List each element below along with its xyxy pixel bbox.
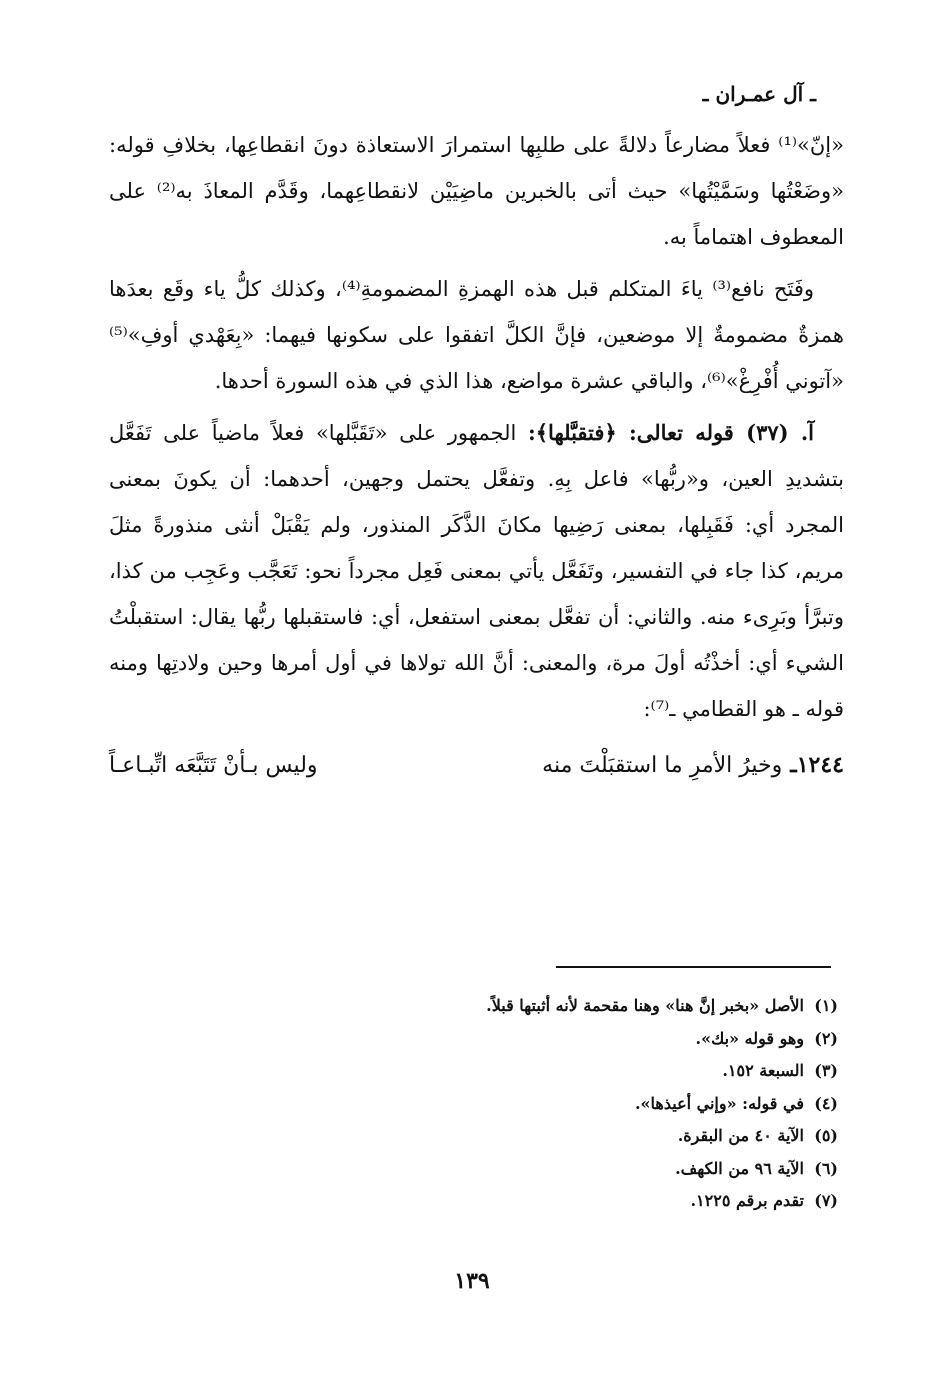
verse-reference: آ. (٣٧) قوله تعالى: ﴿فتقبَّلها﴾:	[528, 420, 814, 445]
footnote-text: وهو قوله «بك».	[695, 1028, 804, 1048]
footnote-number: (٧)	[814, 1191, 838, 1210]
verse-commentary-text: الجمهور على «تَقَبَّلها» فعلاً ماضياً على تَفَعَّل بتشديدِ العين، و«ربُّها» فاعل بِهِ. وتفعَّل يحتمل وجهين، أحدهما: أن يكونَ بمعنى المجرد أي: فَقَبِلها، بمعنى رَضِيها مكانَ الذَّكَر المنذور، ولم يَقْبَلْ أنثى منذورةً مثلَ مريم، كذا جاء في التفسير، وتَفَعَّل يأتي بمعنى فَعِل مجرداً نحو: تَعَجَّب وعَجِب من كذا، وتبرَّأ وبَرِىء منه. والثاني: أن تفعَّل بمعنى استفعل، أي: فاستقبلها ربُّها يقال: استقبلْتُ الشيء أي: أخذْتُه أولَ مرة، والمعنى: أنَّ الله تولاها في أول أمرها وحين ولادتِها ومنه قوله ـ هو القطامي ـ⁽⁷⁾:	[109, 421, 844, 721]
footnote-number: (٤)	[814, 1093, 838, 1113]
footnote-text: في قوله: «وإني أعيذها».	[634, 1093, 804, 1113]
footnote-number: (١)	[814, 996, 838, 1015]
poem-number: ١٢٤٤ـ	[790, 752, 844, 778]
poetry-line	[109, 742, 844, 789]
footnote-number: (٥)	[814, 1126, 838, 1145]
footnote	[238, 1023, 838, 1056]
page-number: ١٣٩	[454, 1268, 490, 1294]
footnote-number: (٣)	[814, 1061, 838, 1080]
footnote-text: تقدم برقم ١٢٢٥.	[690, 1191, 804, 1210]
footnote	[238, 990, 838, 1023]
footnote	[238, 1185, 838, 1218]
footnote-text: الأصل «بخبر إنَّ هنا» وهنا مقحمة لأنه أثبتها قبلاً.	[486, 996, 804, 1015]
verse-commentary-paragraph	[109, 410, 844, 732]
footnote	[238, 1088, 838, 1121]
footnote	[238, 1120, 838, 1153]
poem-second-hemistich: وليس بـأنْ تَتَبَّعَه اتِّبـاعـاً	[109, 753, 318, 778]
running-header: ـ آل عمـران ـ	[702, 82, 816, 106]
footnote	[238, 1055, 838, 1088]
paragraph: وفَتَح نافع⁽³⁾ ياءَ المتكلم قبل هذه الهمزةِ المضمومةِ⁽⁴⁾، وكذلك كلُّ ياء وقَع بعدَها همزةٌ مضمومةٌ إلا موضعين، فإنَّ الكلَّ اتفقوا على سكونها فيهما: «بِعَهْدي أوفِ»⁽⁵⁾ «آتوني أُفْرِغْ»⁽⁶⁾، والباقي عشرة مواضع، هذا الذي في هذه السورة أحدها.	[109, 277, 844, 393]
footnote-number: (٦)	[814, 1158, 838, 1178]
footnote-text: الآية ٤٠ من البقرة.	[677, 1126, 804, 1145]
footnote-text: السبعة ١٥٢.	[722, 1061, 804, 1080]
footnote-number: (٢)	[814, 1028, 838, 1048]
footnote-divider	[556, 966, 831, 968]
footnotes	[238, 990, 838, 1218]
main-text	[109, 122, 844, 789]
footnote-text: الآية ٩٦ من الكهف.	[675, 1158, 804, 1178]
footnote	[238, 1153, 838, 1186]
paragraph: «إنّ»⁽¹⁾ فعلاً مضارعاً دلالةً على طلبِها استمرارَ الاستعاذة دونَ انقطاعِها، بخلافِ قوله: «وضَعْتُها وسَمَّيْتُها» حيث أتى بالخبرين ماضِيَيْن لانقطاعِهما، وقَدَّم المعاذَ به⁽²⁾ على المعطوف اهتماماً به.	[109, 133, 844, 249]
poem-first-hemistich: وخيرُ الأمرِ ما استقبَلْتَ منه	[542, 753, 783, 778]
